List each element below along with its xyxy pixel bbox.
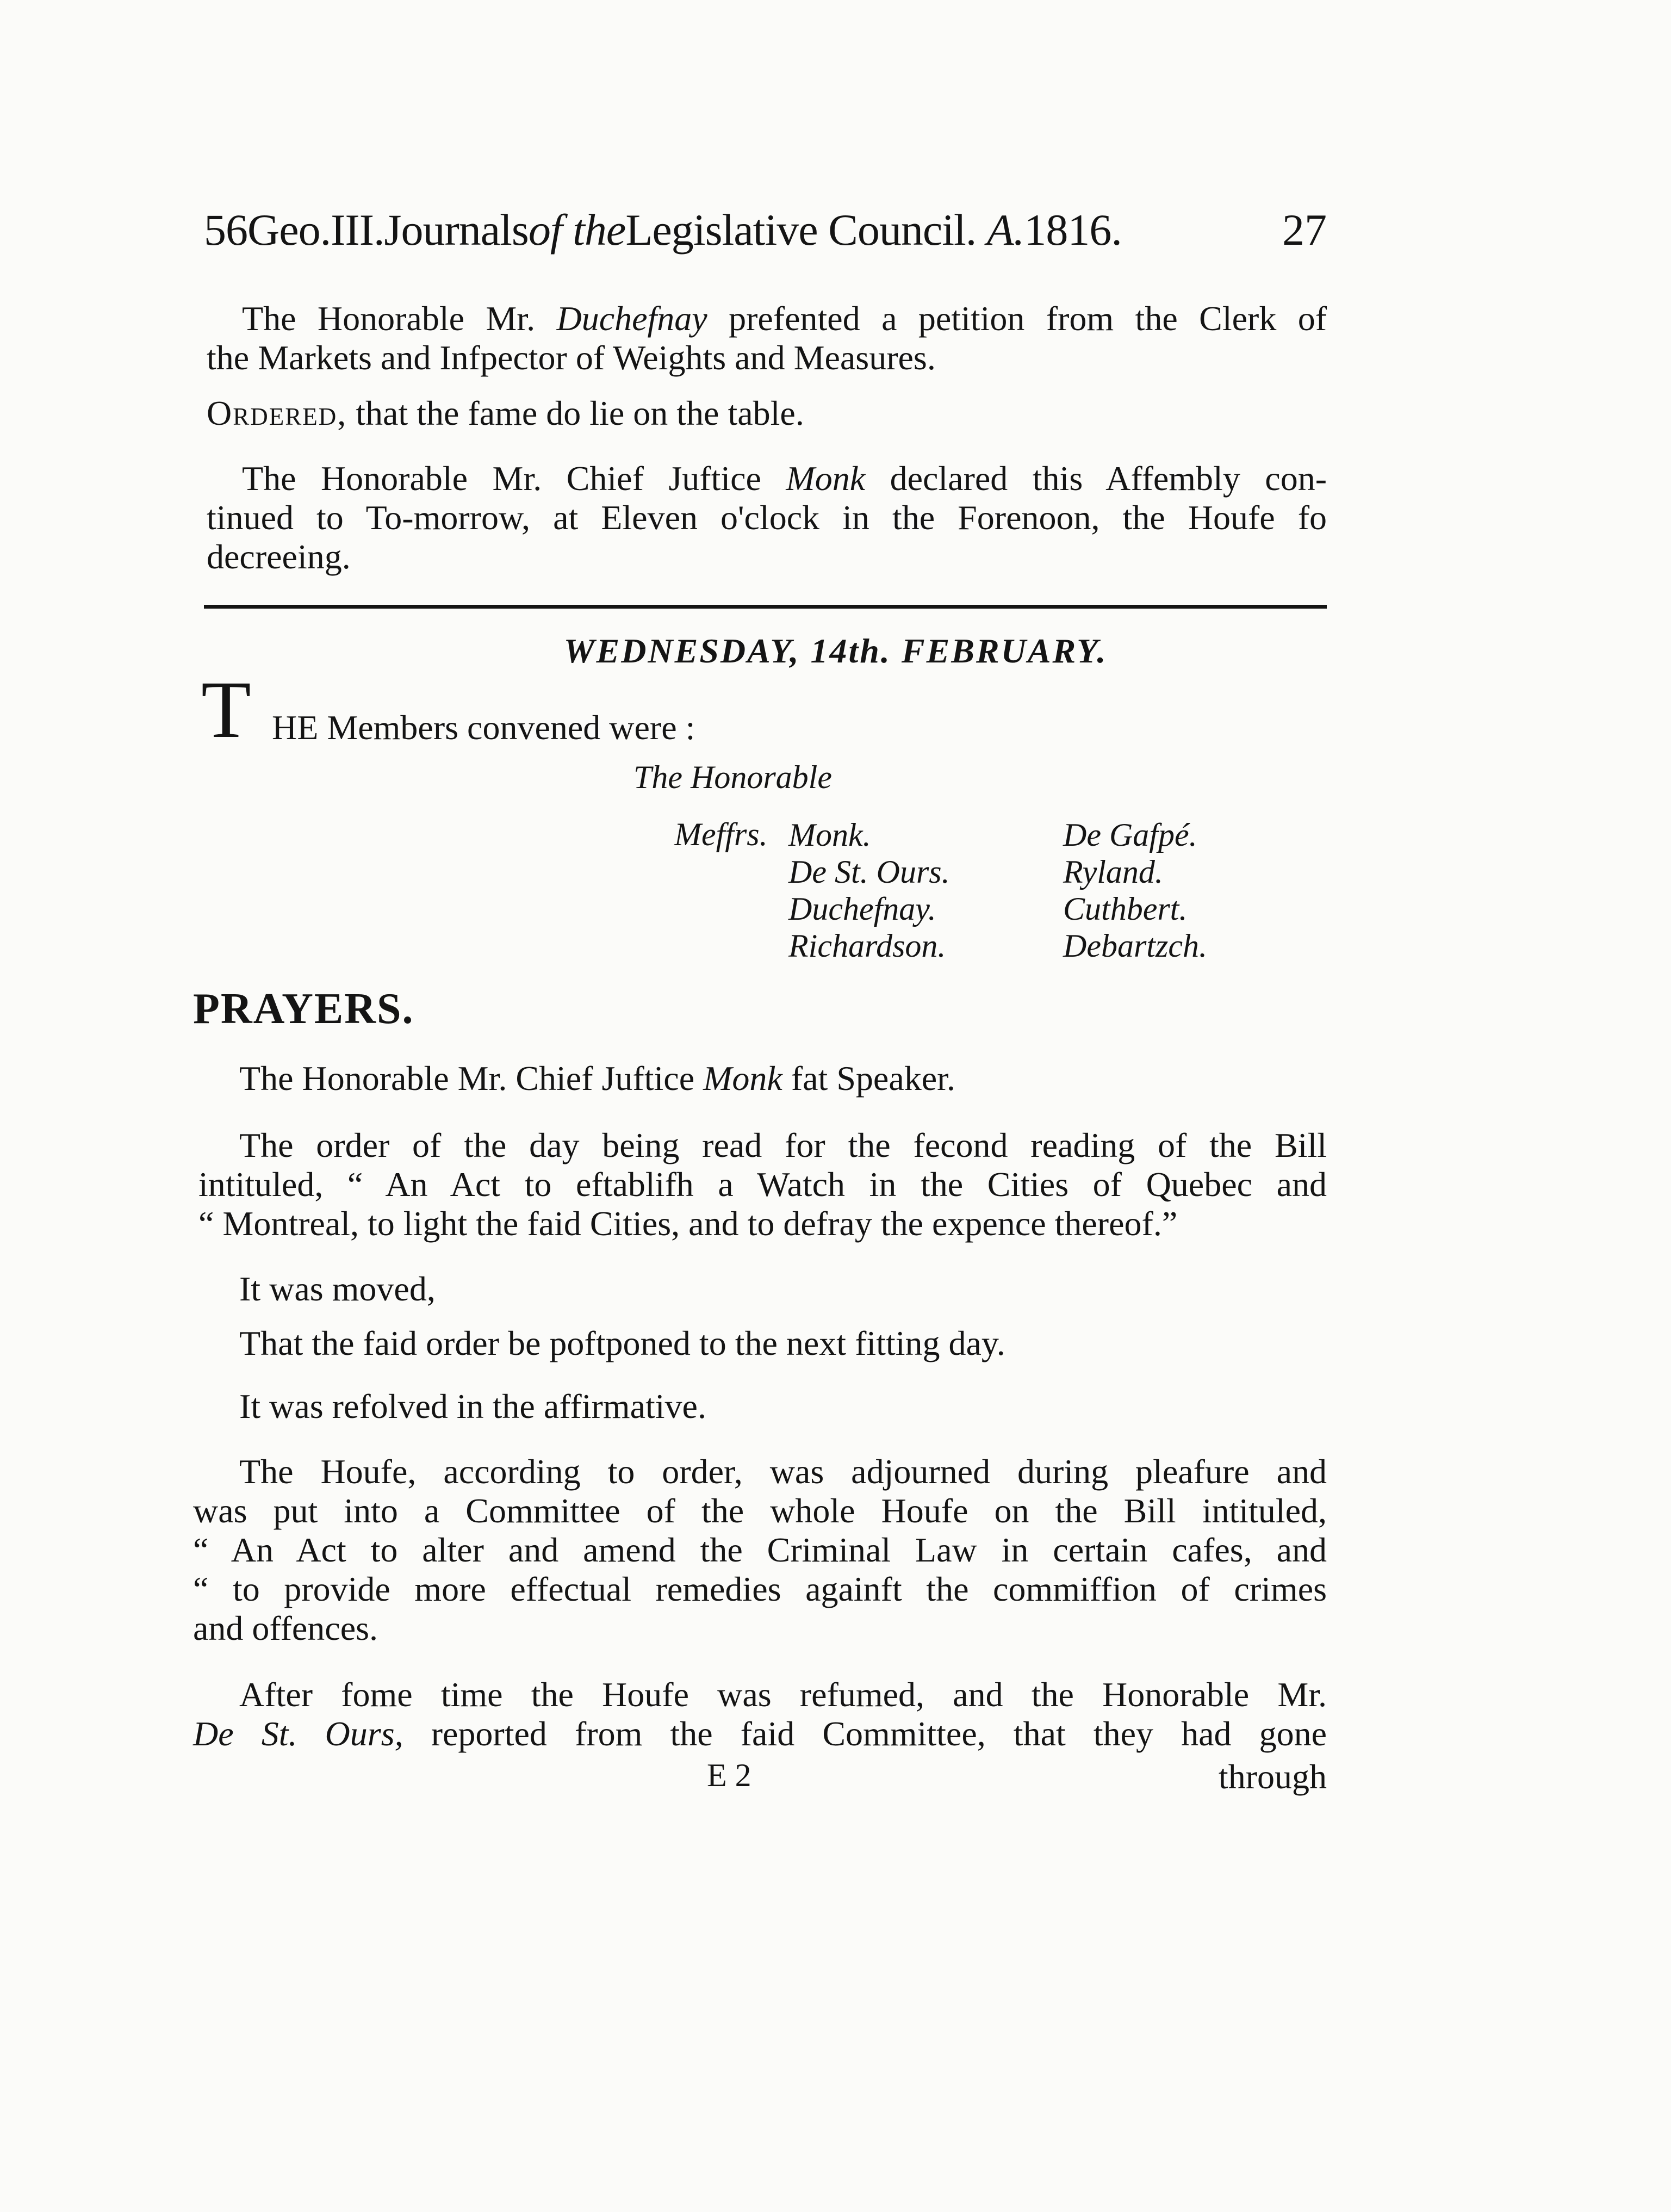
member-name: De St. Ours. (788, 854, 950, 890)
para3-line (239, 1058, 1359, 1099)
para3-text-a: The Honorable Mr. Chief Juftice (239, 1059, 704, 1098)
resolved-line: It was refolved in the affirmative. (239, 1387, 706, 1426)
para2-line3: decreeing. (207, 537, 351, 576)
members-intro: HE Members convened were : (272, 708, 695, 747)
para5-line5: and offences. (193, 1609, 378, 1647)
catchword: through (1218, 1757, 1327, 1796)
postponed-line: That the faid order be poftponed to the next fitting day. (239, 1324, 1005, 1362)
para6-text-b: reported from the faid Committee, that they had gone (403, 1714, 1327, 1753)
para4-line3: “ Montreal, to light the faid Cities, and to defray the expence thereof.” (198, 1204, 1178, 1243)
para6-line1: After fome time the Houfe was refumed, and the Honorable Mr. (239, 1675, 1327, 1714)
para1-text-a: The Honorable Mr. (242, 299, 557, 338)
para3-name: Monk (703, 1059, 782, 1098)
honorable-label: The Honorable (633, 759, 832, 795)
header-year: 1816. (1024, 205, 1122, 255)
para2-line2: tinued to To-morrow, at Eleven o'clock in the Forenoon, the Houfe fo (207, 498, 1327, 537)
ordered-text: that the fame do lie on the table. (347, 394, 804, 432)
para2-text-a: The Honorable Mr. Chief Juftice (242, 459, 786, 498)
member-name: Ryland. (1063, 854, 1163, 890)
drop-cap: T (201, 665, 251, 755)
para1-line2: the Markets and Infpector of Weights and Measures. (207, 338, 936, 377)
para6-name: De St. Ours, (193, 1714, 403, 1753)
prayers-heading: PRAYERS. (193, 985, 414, 1033)
para2-line1 (242, 458, 1327, 499)
moved-line: It was moved, (239, 1269, 436, 1308)
member-name: Monk. (788, 817, 871, 853)
header-journal-title: 56Geo.III.Journals (204, 205, 529, 255)
signature-mark: E 2 (707, 1757, 751, 1793)
para5-line3: “ An Act to alter and amend the Criminal Law in certain cafes, and (193, 1531, 1327, 1569)
ordered-label: Ordered, (207, 394, 347, 432)
para1-line1 (242, 298, 1327, 339)
para6-line2 (193, 1713, 1327, 1755)
member-name: Richardson. (788, 928, 946, 964)
member-name: Duchefnay. (788, 891, 936, 927)
para4-line1: The order of the day being read for the fecond reading of the Bill (239, 1126, 1327, 1164)
para5-line4: “ to provide more effectual remedies againft the commiffion of crimes (193, 1570, 1327, 1608)
header-council: Legislative Council. (625, 205, 977, 255)
para4-line2: intituled, “ An Act to eftablifh a Watch in the Cities of Quebec and (198, 1165, 1327, 1204)
member-name: Debartzch. (1063, 928, 1207, 964)
member-name: De Gafpé. (1063, 817, 1197, 853)
date-heading: WEDNESDAY, 14th. FEBRUARY. (563, 631, 1108, 670)
para3-text-b: fat Speaker. (782, 1059, 955, 1098)
header-anno: A. (986, 205, 1024, 255)
para2-name: Monk (786, 459, 866, 498)
para5-line1: The Houfe, according to order, was adjourned during pleafure and (239, 1452, 1327, 1491)
running-header (204, 204, 1327, 256)
header-left (204, 204, 1122, 256)
messrs-label: Meffrs. (674, 816, 768, 852)
header-of-the: of the (528, 205, 626, 255)
page-number: 27 (1282, 205, 1327, 255)
ordered-line (207, 393, 1327, 434)
para1-text-b: prefented a petition from the Clerk of (707, 299, 1327, 338)
para5-line2: was put into a Committee of the whole Houfe on the Bill intituled, (193, 1491, 1327, 1530)
para2-text-b: declared this Affembly con- (865, 459, 1327, 498)
section-rule (204, 605, 1327, 609)
member-name: Cuthbert. (1063, 891, 1188, 927)
para1-name: Duchefnay (556, 299, 707, 338)
